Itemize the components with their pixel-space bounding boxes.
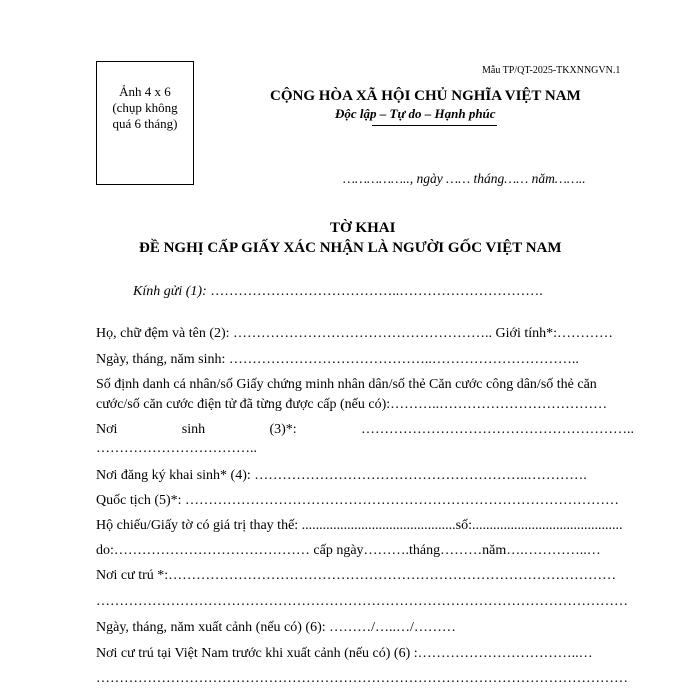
vn-residence-field-cont[interactable]: …………………………………………………………………………………………………… <box>96 671 628 686</box>
photo-box-line: (chụp không <box>112 100 178 115</box>
vn-residence-field[interactable]: Nơi cư trú tại Việt Nam trước khi xuất cảnh (nếu có) (6) :……………………………..… <box>96 646 593 661</box>
recipient-label: Kính gửi (1): <box>133 284 207 299</box>
birthplace-word: sinh <box>181 422 206 437</box>
birthplace-field-cont[interactable]: …………………………….. <box>96 441 257 456</box>
birthplace-row[interactable] <box>96 422 634 438</box>
recipient-field[interactable]: …………………………………..…………………………. <box>206 284 543 299</box>
issued-by-field[interactable]: do:…………………………………… cấp ngày……….tháng………năm….…………..… <box>96 543 601 558</box>
birthplace-word: (3)*: <box>269 422 297 437</box>
form-code: Mẫu TP/QT-2025-TKXNNGVN.1 <box>482 65 621 76</box>
birthplace-word: Nơi <box>96 422 118 437</box>
nation-heading: CỘNG HÒA XÃ HỘI CHỦ NGHĨA VIỆT NAM <box>270 88 581 104</box>
date-line: …………….., ngày …… tháng…… năm…….. <box>343 171 586 186</box>
form-title: TỜ KHAI <box>330 220 396 236</box>
residence-field[interactable]: Nơi cư trú *:…………………………………………………………………………………… <box>96 568 617 583</box>
id-number-field[interactable]: cước/số căn cước điện tử đã từng được cấp (nếu có):………..……………………………… <box>96 397 608 412</box>
birthplace-field[interactable]: ………………………………………………….. <box>361 422 634 437</box>
residence-field-cont[interactable]: …………………………………………………………………………………………………… <box>96 594 628 609</box>
birth-date-field[interactable]: Ngày, tháng, năm sinh: ……………………………………..………………………….. <box>96 352 579 367</box>
recipient-line <box>133 284 543 300</box>
motto-underline <box>372 125 497 126</box>
photo-box-line: quá 6 tháng) <box>112 116 178 131</box>
exit-date-field[interactable]: Ngày, tháng, năm xuất cảnh (nếu có) (6): ………/…..…/……… <box>96 620 456 635</box>
id-number-label: Số định danh cá nhân/số Giấy chứng minh nhân dân/số thẻ Căn cước công dân/số thẻ căn <box>96 377 597 392</box>
full-name-field[interactable]: Họ, chữ đệm và tên (2): ……………………………………………….. Giới tính*:………… <box>96 326 614 341</box>
form-subtitle: ĐỀ NGHỊ CẤP GIẤY XÁC NHẬN LÀ NGƯỜI GỐC VIỆT NAM <box>139 240 562 256</box>
photo-box-line: Ảnh 4 x 6 <box>119 84 171 99</box>
passport-field[interactable]: Hộ chiếu/Giấy tờ có giá trị thay thế: ............................................số:........................................... <box>96 518 623 533</box>
photo-placeholder-box <box>96 61 194 185</box>
birth-registration-field[interactable]: Nơi đăng ký khai sinh* (4): …………………………………………………..…………. <box>96 468 587 483</box>
nationality-field[interactable]: Quốc tịch (5)*: ………………………………………………………………………………… <box>96 493 620 508</box>
motto: Độc lập – Tự do – Hạnh phúc <box>335 106 496 121</box>
